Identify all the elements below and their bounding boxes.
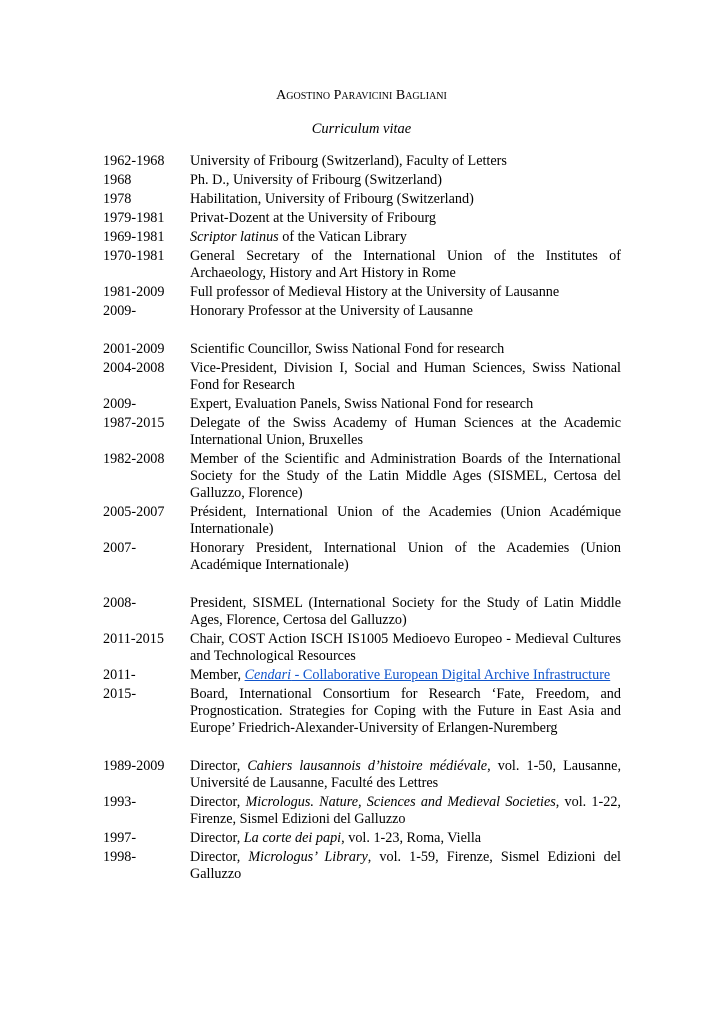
- entry-text: , vol. 1-59, Firenze, Sismel Edizioni del Galluzzo: [190, 849, 622, 882]
- entry-text: Honorary President, International Union of the Academies (Union Académique Internationale): [190, 540, 621, 573]
- entry-year: 1968: [103, 172, 132, 188]
- entry-description: [190, 758, 621, 792]
- entry-description: [190, 830, 621, 847]
- entry-description: [190, 172, 621, 189]
- italic-title: Scriptor latinus: [190, 229, 279, 245]
- entry-text: Member of the Scientific and Administration Boards of the International Society for the Study of the Latin Middle Ages (SISMEL, Certosa del Galluzzo, Florence): [190, 451, 621, 501]
- entry-description: [190, 540, 621, 574]
- cv-entry: [103, 631, 621, 665]
- italic-title: Cahiers lausannois d’histoire médiévale: [247, 758, 488, 774]
- entry-description: [190, 229, 621, 246]
- entry-text: University of Fribourg (Switzerland), Faculty of Letters: [190, 153, 507, 169]
- cv-entry: [103, 451, 621, 502]
- entry-year: 2004-2008: [103, 360, 165, 376]
- entry-year: 1979-1981: [103, 210, 165, 226]
- entry-year: 2009-: [103, 396, 137, 412]
- entry-text: Member,: [190, 667, 245, 683]
- cv-section: [103, 595, 621, 737]
- cv-entry: [103, 794, 621, 828]
- cv-entry: [103, 849, 621, 883]
- entry-text: Delegate of the Swiss Academy of Human Sciences at the Academic International Union, Bruxelles: [190, 415, 621, 448]
- entry-year: 2009-: [103, 303, 137, 319]
- entry-year: 2001-2009: [103, 341, 165, 357]
- cv-entry: [103, 360, 621, 394]
- cv-entry: [103, 210, 621, 227]
- cv-entry: [103, 153, 621, 170]
- cv-entry: [103, 248, 621, 282]
- entry-text: Président, International Union of the Academies (Union Académique Internationale): [190, 504, 621, 537]
- entry-year: 1989-2009: [103, 758, 165, 774]
- entry-text: Full professor of Medieval History at the University of Lausanne: [190, 284, 560, 300]
- entry-description: [190, 303, 621, 320]
- entry-year: 1962-1968: [103, 153, 165, 169]
- italic-title: La corte dei papi: [243, 830, 342, 846]
- entry-year: 1982-2008: [103, 451, 165, 467]
- entry-description: [190, 686, 621, 737]
- entry-text: President, SISMEL (International Society for the Study of Latin Middle Ages, Florence, Certosa del Galluzzo): [190, 595, 621, 628]
- entry-year: 1987-2015: [103, 415, 165, 431]
- cv-entry: [103, 303, 621, 320]
- entry-year: 2008-: [103, 595, 137, 611]
- cv-entry: [103, 396, 621, 413]
- entry-text: Scientific Councillor, Swiss National Fond for research: [190, 341, 505, 357]
- entry-text: Honorary Professor at the University of Lausanne: [190, 303, 473, 319]
- entry-year: 2015-: [103, 686, 137, 702]
- entry-text: Board, International Consortium for Research ‘Fate, Freedom, and Prognostication. Strategies for Coping with the Future in East Asia and Europe’ Friedrich-Alexander-University of Erlangen-Nuremberg: [190, 686, 621, 736]
- cv-entry: [103, 172, 621, 189]
- section-spacer: [103, 322, 621, 341]
- entry-year: 1969-1981: [103, 229, 165, 245]
- entry-year: 1970-1981: [103, 248, 165, 264]
- entry-description: [190, 667, 621, 684]
- entry-text: Chair, COST Action ISCH IS1005 Medioevo Europeo - Medieval Cultures and Technological Resources: [190, 631, 621, 664]
- cv-section: [103, 341, 621, 574]
- entry-text: Vice-President, Division I, Social and Human Sciences, Swiss National Fond for Research: [190, 360, 621, 393]
- entry-description: [190, 849, 621, 883]
- cv-entry: [103, 284, 621, 301]
- entry-text: of the Vatican Library: [278, 229, 407, 245]
- entry-description: [190, 415, 621, 449]
- entry-text: Privat-Dozent at the University of Fribourg: [190, 210, 437, 226]
- entry-description: [190, 284, 621, 301]
- entry-text: Director,: [190, 849, 249, 865]
- entry-description: [190, 451, 621, 502]
- entry-description: [190, 210, 621, 227]
- cv-list: [103, 153, 621, 885]
- entry-year: 2011-: [103, 667, 136, 683]
- entry-description: [190, 153, 621, 170]
- entry-year: 2007-: [103, 540, 137, 556]
- entry-year: 1981-2009: [103, 284, 165, 300]
- entry-year: 2011-2015: [103, 631, 164, 647]
- cv-entry: [103, 830, 621, 847]
- entry-description: [190, 595, 621, 629]
- entry-text: - Collaborative European Digital Archive Infrastructure: [291, 667, 611, 683]
- entry-year: 2005-2007: [103, 504, 165, 520]
- entry-year: 1997-: [103, 830, 137, 846]
- entry-description: [190, 341, 621, 358]
- entry-text: Ph. D., University of Fribourg (Switzerland): [190, 172, 442, 188]
- cv-entry: [103, 229, 621, 246]
- cv-entry: [103, 595, 621, 629]
- cv-section: [103, 153, 621, 320]
- cv-entry: [103, 758, 621, 792]
- cv-entry: [103, 191, 621, 208]
- entry-text: Director,: [190, 794, 246, 810]
- entry-year: 1978: [103, 191, 132, 207]
- entry-text: Expert, Evaluation Panels, Swiss National Fond for research: [190, 396, 534, 412]
- entry-year: 1998-: [103, 849, 137, 865]
- cv-entry: [103, 686, 621, 737]
- italic-title: Micrologus’ Library: [248, 849, 368, 865]
- cv-entry: [103, 540, 621, 574]
- entry-text: Habilitation, University of Fribourg (Switzerland): [190, 191, 474, 207]
- italic-title: Cendari: [244, 667, 292, 683]
- entry-description: [190, 248, 621, 282]
- entry-text: Director,: [190, 758, 248, 774]
- cv-entry: [103, 667, 621, 684]
- entry-text: , vol. 1-23, Roma, Viella: [341, 830, 482, 846]
- entry-text: Director,: [190, 830, 244, 846]
- entry-description: [190, 360, 621, 394]
- entry-text: General Secretary of the International Union of the Institutes of Archaeology, History and Art History in Rome: [190, 248, 621, 281]
- entry-description: [190, 191, 621, 208]
- section-spacer: [103, 739, 621, 758]
- cv-entry: [103, 504, 621, 538]
- entry-description: [190, 794, 621, 828]
- document-subtitle: Curriculum vitae: [311, 121, 412, 137]
- section-spacer: [103, 576, 621, 595]
- entry-description: [190, 504, 621, 538]
- entry-description: [190, 631, 621, 665]
- cv-entry: [103, 415, 621, 449]
- entry-year: 1993-: [103, 794, 137, 810]
- author-name: Agostino Paravicini Bagliani: [276, 88, 447, 103]
- italic-title: Micrologus. Nature, Sciences and Medieval Societies: [245, 794, 556, 810]
- entry-description: [190, 396, 621, 413]
- cv-section: [103, 758, 621, 883]
- cendari-link[interactable]: [245, 667, 611, 683]
- entry-text: , vol. 1-50, Lausanne, Université de Lausanne, Faculté des Lettres: [190, 758, 621, 791]
- cv-entry: [103, 341, 621, 358]
- entry-text: , vol. 1-22, Firenze, Sismel Edizioni del Galluzzo: [190, 794, 621, 827]
